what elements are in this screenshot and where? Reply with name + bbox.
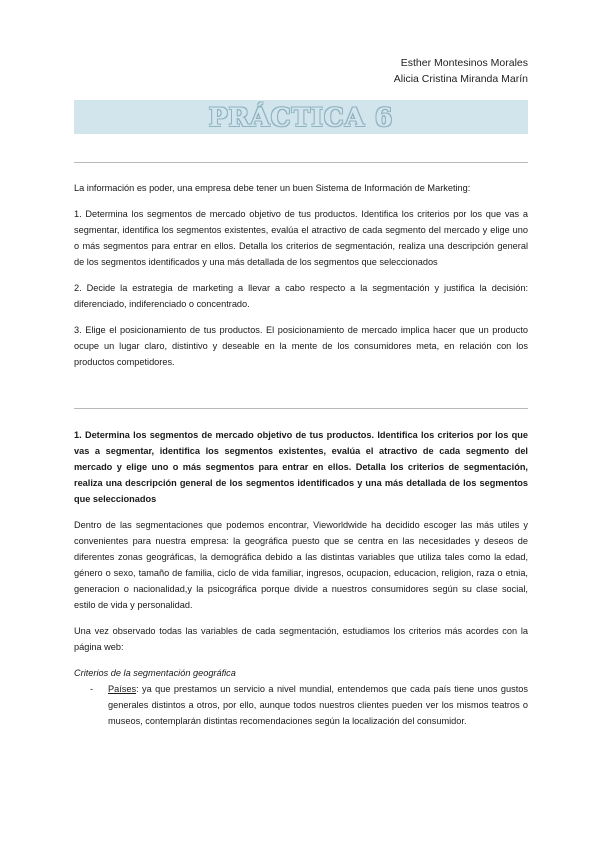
bullet-body: : ya que prestamos un servicio a nivel mundial, entendemos que cada país tiene unos gustos generales distintos a otros, por ello, aunque todos nuestros clientes pueden ver los mismos teatros o museos, contemplarán distintas recomendaciones según la localización del consumidor.: [108, 684, 528, 726]
question-1: 1. Determina los segmentos de mercado objetivo de tus productos. Identifica los criterios por los que vas a segmentar, identifica los segmentos existentes, evalúa el atractivo de cada segmento del mercado y elige uno o más segmentos para entrar en ellos. Detalla los criterios de segmentación, realiza una descripción general de los segmentos identificados y una más detallada de los segmentos que seleccionados: [74, 209, 528, 267]
answer-paragraph: Dentro de las segmentaciones que podemos encontrar, Vieworldwide ha decidido escoger las más utiles y convenientes para nuestra empresa: la geográfica puesto que se centra en las necesidades y deseos de diferentes zonas geográficas, la demográfica debido a las distintas variables que utiliza tales como la edad, género o sexo, tamaño de familia, ciclo de vida familiar, ingresos, ocupacion, educacion, religion, raza o etnia, generacion o nacionalidad,y la psicográfica porque divide a nuestros consumidores según su clase social, estilo de vida y personalidad.: [74, 520, 528, 610]
answer-paragraph: Una vez observado todas las variables de cada segmentación, estudiamos los criterios más acordes con la página web:: [74, 626, 528, 652]
question-2: 2. Decide la estrategia de marketing a llevar a cabo respecto a la segmentación y justifica la decisión: diferenciado, indiferenciado o concentrado.: [74, 283, 528, 309]
intro-lead: La información es poder, una empresa debe tener un buen Sistema de Información de Marketing:: [74, 183, 471, 193]
answer-heading: 1. Determina los segmentos de mercado objetivo de tus productos. Identifica los criterios por los que vas a segmentar, identifica los segmentos existentes, evalúa el atractivo de cada segmento del mercado y elige uno o más segmentos para entrar en ellos. Detalla los criterios de segmentación, realiza una descripción general de los segmentos identificados y una más detallada de los segmentos que seleccionados: [74, 430, 528, 504]
list-item: [74, 681, 528, 729]
answer-section: [74, 427, 528, 729]
author-name: Alicia Cristina Miranda Marín: [393, 73, 528, 85]
authors-block: [394, 55, 528, 87]
title-banner: [74, 100, 528, 134]
question-3: 3. Elige el posicionamiento de tus productos. El posicionamiento de mercado implica hacer que un producto ocupe un lugar claro, distintivo y deseable en la mente de los consumidores meta, en relación con los productos competidores.: [74, 325, 528, 367]
divider: [74, 408, 528, 409]
author-name: Esther Montesinos Morales: [400, 57, 528, 69]
bullet-text: [108, 681, 528, 729]
bullet-dash: -: [90, 684, 94, 694]
intro-section: [74, 180, 528, 370]
divider: [74, 162, 528, 163]
bullet-term: Países: [108, 684, 137, 694]
subheading: Criterios de la segmentación geográfica: [74, 668, 236, 678]
page-title: PRÁCTICA 6: [208, 102, 394, 132]
